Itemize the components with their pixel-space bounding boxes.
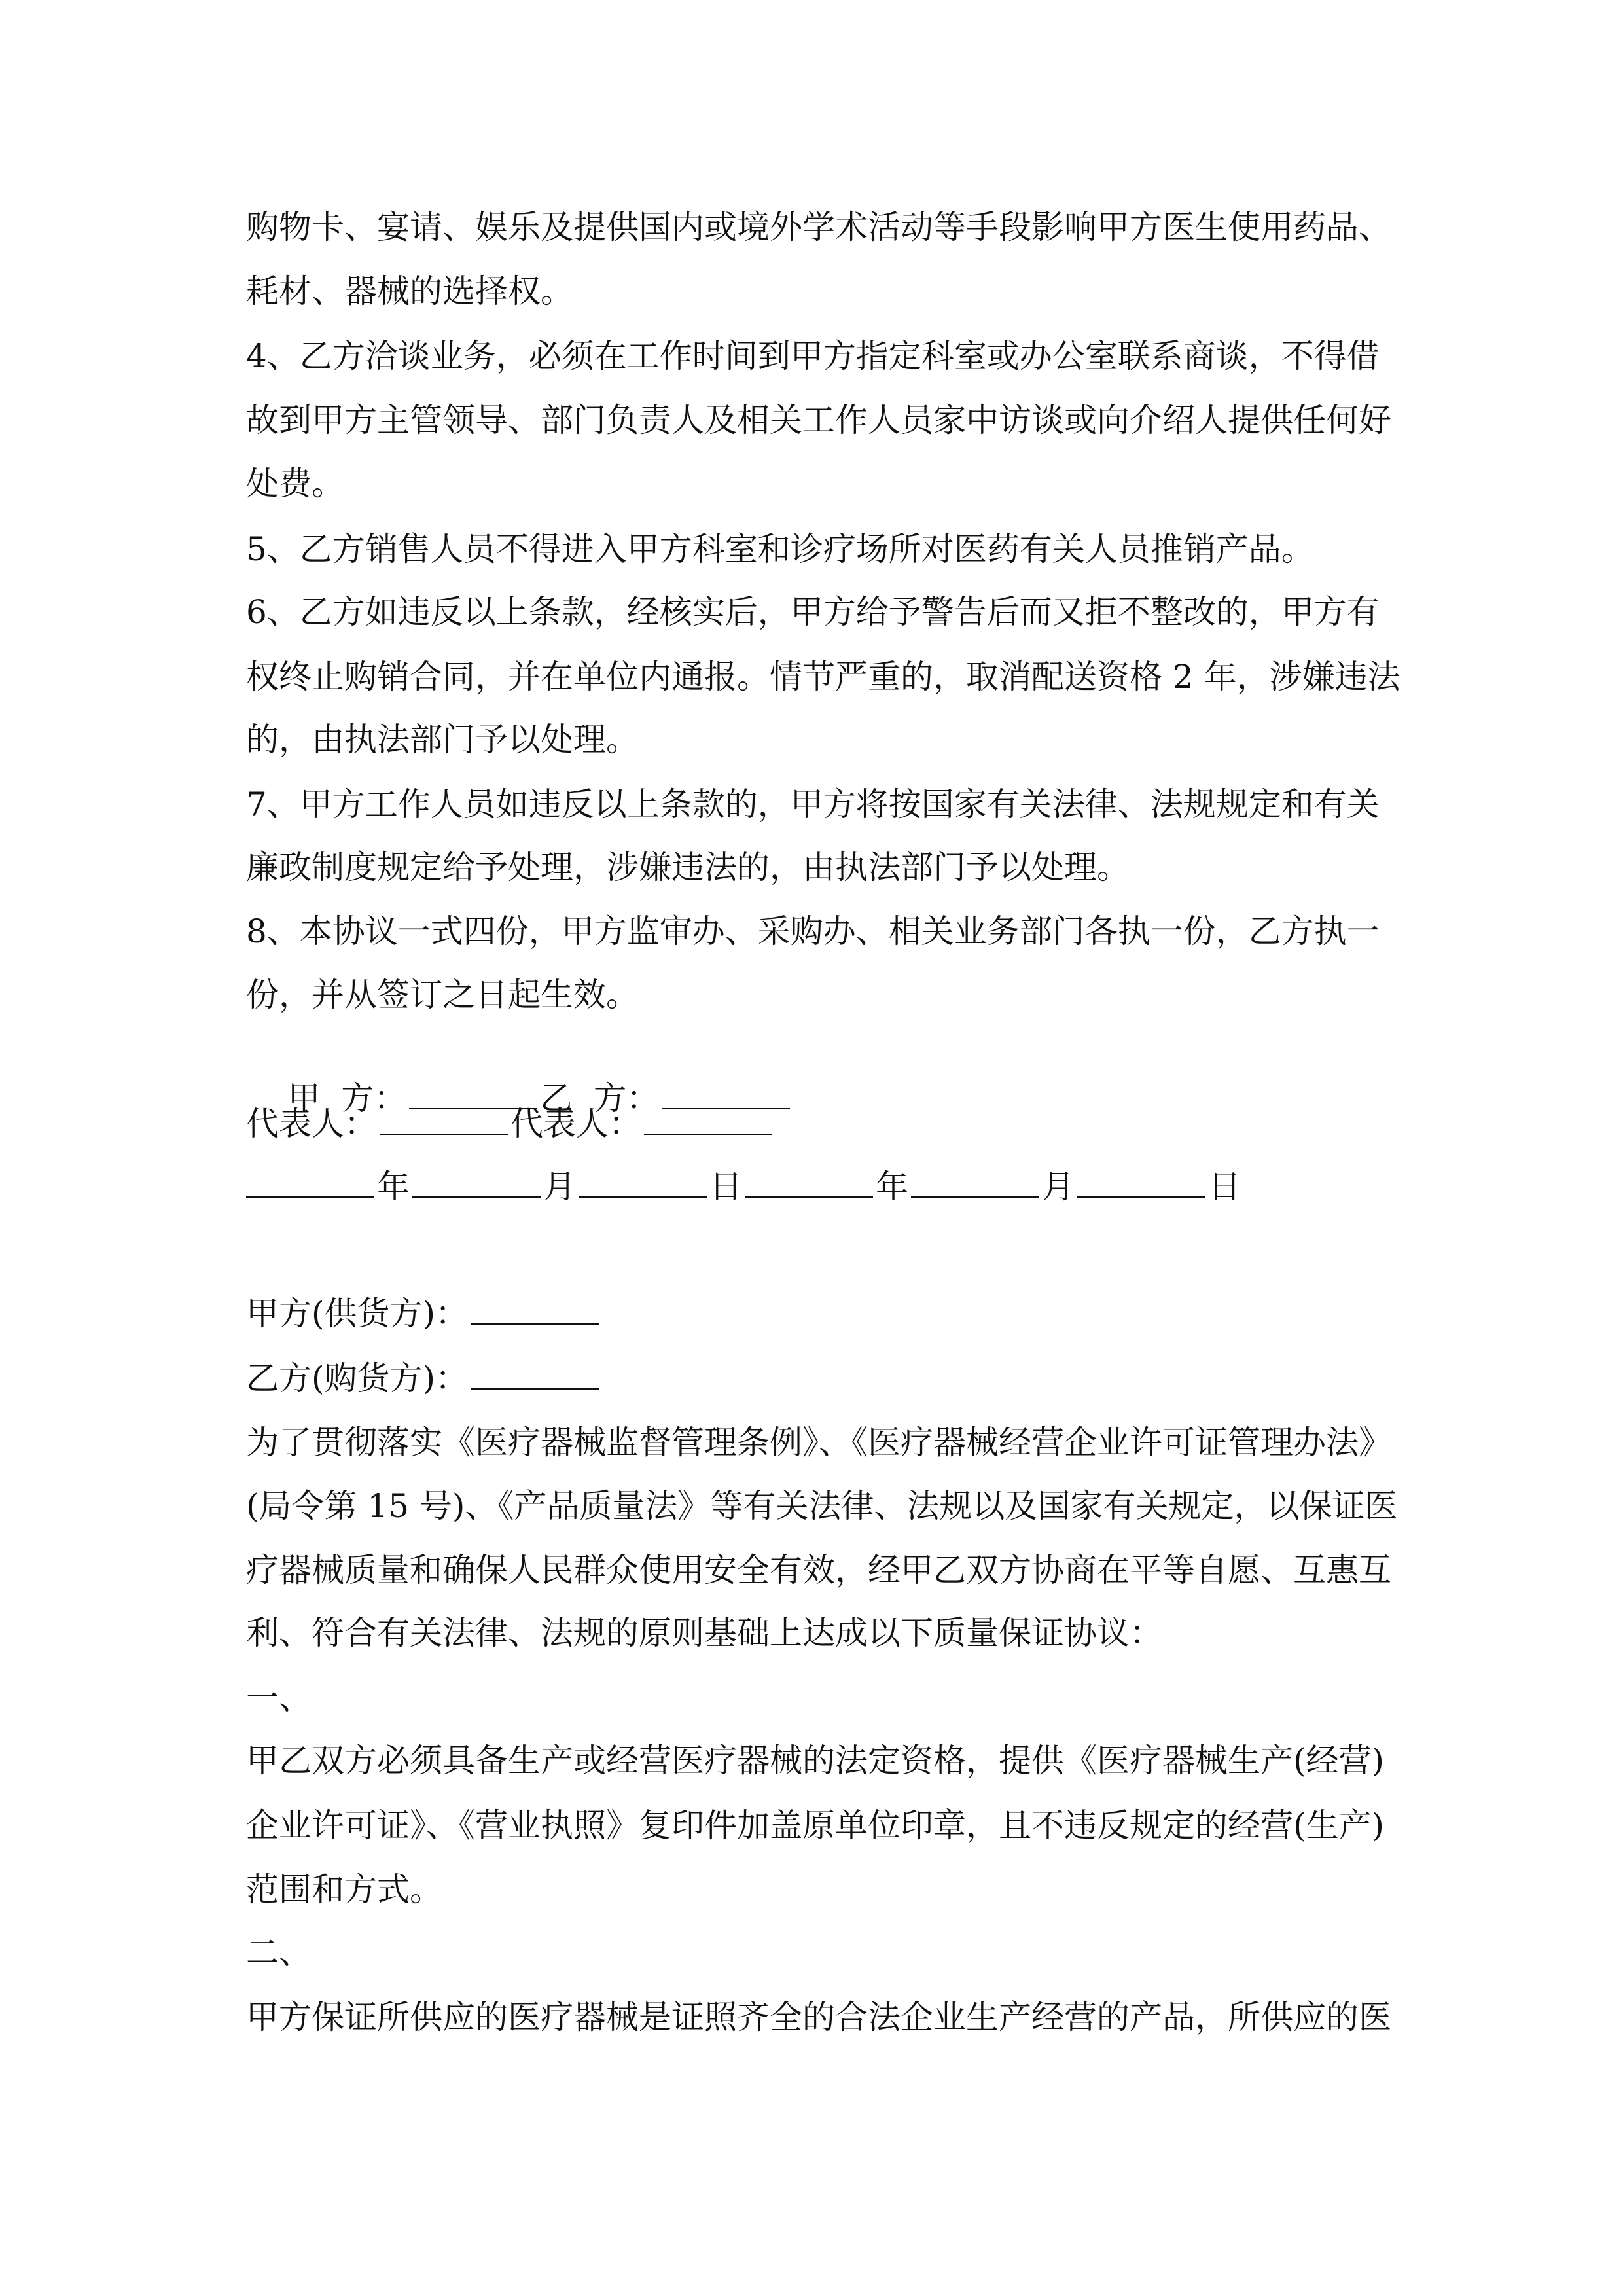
paragraph-line: 耗材、器械的选择权。: [246, 272, 573, 310]
rep-a-blank[interactable]: [380, 1105, 508, 1135]
rep-b-blank[interactable]: [644, 1105, 772, 1135]
buyer-label: 乙方(购货方)：: [246, 1359, 469, 1397]
buyer-line: [246, 1359, 601, 1398]
date-line: [246, 1167, 1241, 1206]
supplier-label: 甲方(供货方)：: [246, 1295, 469, 1333]
paragraph-line: 购物卡、宴请、娱乐及提供国内或境外学术活动等手段影响甲方医生使用药品、: [246, 208, 1391, 246]
day-b-blank[interactable]: [1077, 1168, 1205, 1198]
paragraph-line: 8、本协议一式四份，甲方监审办、采购办、相关业务部门各执一份，乙方执一: [246, 912, 1380, 950]
paragraph-line: 的，由执法部门予以处理。: [246, 721, 639, 759]
paragraph-line: 疗器械质量和确保人民群众使用安全有效，经甲乙双方协商在平等自愿、互惠互: [246, 1551, 1391, 1589]
section-heading: 二、: [246, 1933, 312, 1971]
paragraph-line: 权终止购销合同，并在单位内通报。情节严重的，取消配送资格 2 年，涉嫌违法: [246, 658, 1400, 696]
year-a-blank[interactable]: [246, 1168, 374, 1198]
month-label: 月: [1042, 1168, 1075, 1206]
month-a-blank[interactable]: [412, 1168, 541, 1198]
party-b-label: 乙 方：: [540, 1079, 660, 1117]
supplier-blank[interactable]: [471, 1295, 599, 1325]
day-label: 日: [709, 1168, 742, 1206]
section-heading: 一、: [246, 1679, 312, 1717]
paragraph-line: 企业许可证》、《营业执照》复印件加盖原单位印章，且不违反规定的经营(生产): [246, 1806, 1385, 1844]
paragraph-line: 为了贯彻落实《医疗器械监督管理条例》、《医疗器械经营企业许可证管理办法》: [246, 1424, 1391, 1462]
year-label: 年: [377, 1168, 410, 1206]
buyer-blank[interactable]: [471, 1359, 599, 1390]
year-b-blank[interactable]: [745, 1168, 873, 1198]
rep-a-label: 代表人：: [246, 1105, 377, 1143]
supplier-line: [246, 1294, 601, 1333]
paragraph-line: 6、乙方如违反以上条款，经核实后，甲方给予警告后而又拒不整改的，甲方有: [246, 593, 1380, 631]
month-label: 月: [543, 1168, 576, 1206]
year-label: 年: [876, 1168, 908, 1206]
party-a-label: 甲 方：: [287, 1079, 407, 1117]
paragraph-line: 故到甲方主管领导、部门负责人及相关工作人员家中访谈或向介绍人提供任何好: [246, 401, 1391, 439]
paragraph-line: 份，并从签订之日起生效。: [246, 976, 639, 1014]
paragraph-line: 廉政制度规定给予处理，涉嫌违法的，由执法部门予以处理。: [246, 848, 1130, 886]
rep-b-label: 代表人：: [510, 1105, 641, 1143]
paragraph-line: 范围和方式。: [246, 1871, 442, 1909]
paragraph-line: 甲方保证所供应的医疗器械是证照齐全的合法企业生产经营的产品，所供应的医: [246, 1998, 1391, 2036]
paragraph-line: 利、符合有关法律、法规的原则基础上达成以下质量保证协议：: [246, 1614, 1162, 1652]
day-label: 日: [1208, 1168, 1241, 1206]
day-a-blank[interactable]: [579, 1168, 707, 1198]
paragraph-line: 处费。: [246, 465, 344, 503]
month-b-blank[interactable]: [911, 1168, 1039, 1198]
paragraph-line: (局令第 15 号)、《产品质量法》等有关法律、法规以及国家有关规定，以保证医: [246, 1487, 1398, 1525]
paragraph-line: 7、甲方工作人员如违反以上条款的，甲方将按国家有关法律、法规规定和有关: [246, 785, 1380, 823]
paragraph-line: 甲乙双方必须具备生产或经营医疗器械的法定资格，提供《医疗器械生产(经营): [246, 1742, 1385, 1780]
representative-line: [246, 1104, 775, 1143]
paragraph-line: 4、乙方洽谈业务，必须在工作时间到甲方指定科室或办公室联系商谈，不得借: [246, 337, 1380, 375]
paragraph-line: 5、乙方销售人员不得进入甲方科室和诊疗场所对医药有关人员推销产品。: [246, 530, 1314, 568]
